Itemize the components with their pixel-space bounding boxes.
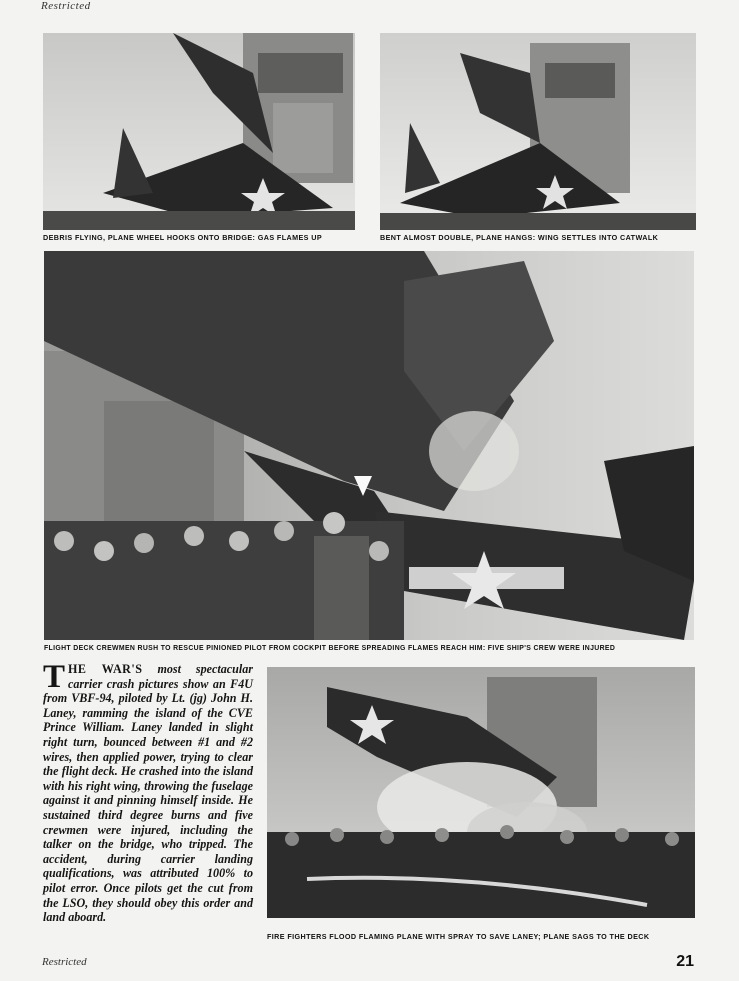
photo-bent-almost-double [380,33,696,230]
header-restricted-label: Restricted [41,0,91,12]
article-text [43,659,253,925]
photo-rescue-pilot [44,251,694,640]
footer-restricted-label: Restricted [42,956,87,968]
photo-debris-flying [43,33,355,230]
article-lead: HE WAR'S [68,662,143,676]
photo-caption-3: FLIGHT DECK CREWMEN RUSH TO RESCUE PINIONED PILOT FROM COCKPIT BEFORE SPREADING FLAMES REACH HIM: FIVE SHIP'S CREW WERE INJURED [44,645,616,652]
photo-caption-1: DEBRIS FLYING, PLANE WHEEL HOOKS ONTO BRIDGE: GAS FLAMES UP [43,233,323,242]
article-body: most spectacular carrier crash pictures show an F4U from VBF-94, piloted by Lt. (jg) John H. Laney, ramming the island of the CVE Prince William. Laney landed in slight right turn, bounced between #1 and #2 wires, then applied power, trying to clear the flight deck. He crashed into the island with his right wing, throwing the fuselage against it and pinning himself inside. He sustained third degree burns and five crewmen were injured, including the talker on the bridge, who tripped. The accident, during carrier landing qualifications, was attributed 100% to pilot error. Once pilots get the cut from the LSO, they should obey this order and land aboard. [43,662,253,925]
photo-fire-fighters [267,667,695,918]
page-number: 21 [676,953,694,970]
photo-caption-4: FIRE FIGHTERS FLOOD FLAMING PLANE WITH SPRAY TO SAVE LANEY; PLANE SAGS TO THE DECK [267,932,650,941]
photo-caption-2: BENT ALMOST DOUBLE, PLANE HANGS: WING SETTLES INTO CATWALK [380,233,659,242]
drop-cap: T [43,659,66,695]
